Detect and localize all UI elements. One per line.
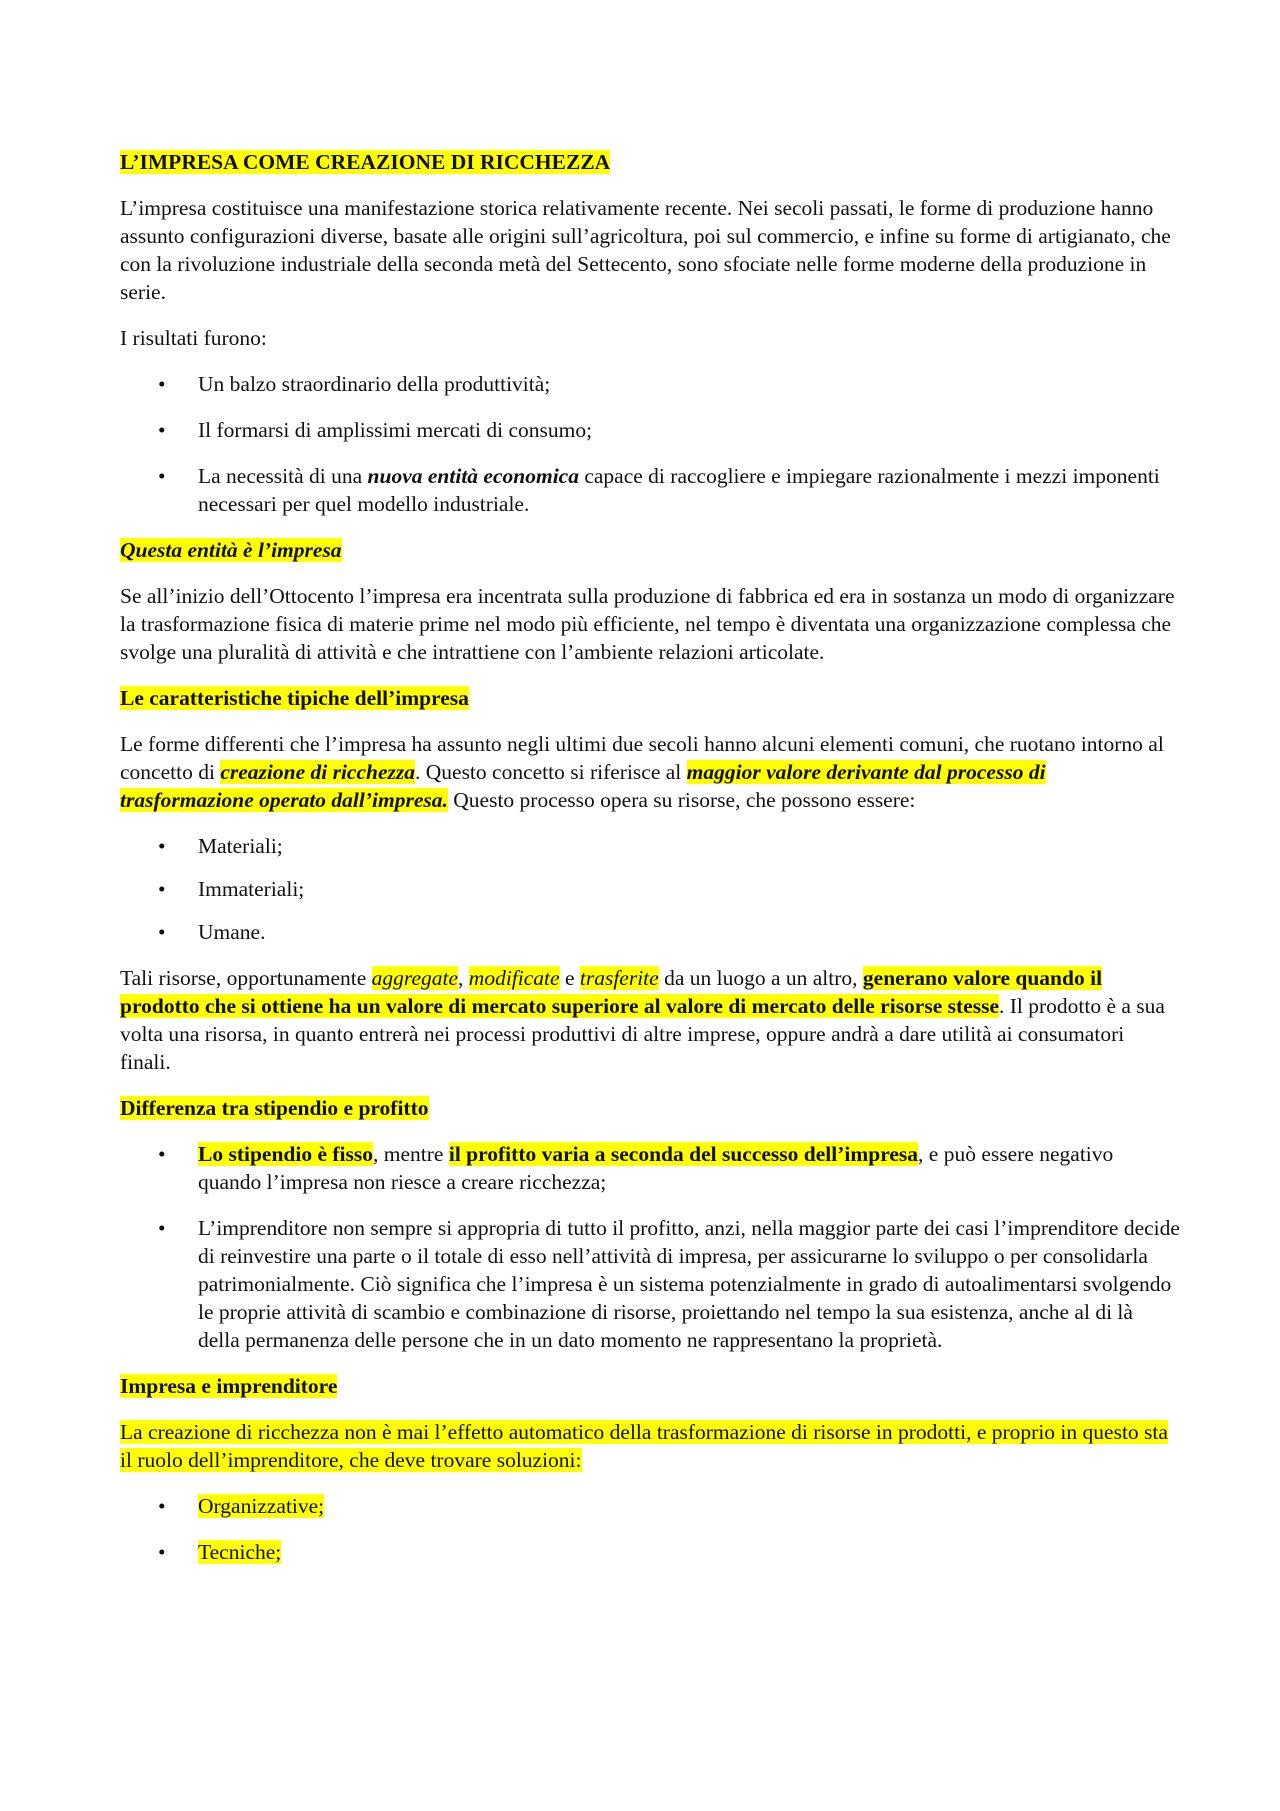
- page-content: [120, 148, 1180, 1584]
- bullet-icon: •: [158, 920, 166, 944]
- list-item: • La necessità di una nuova entità economica capace di raccogliere e impiegare razionalmente i mezzi imponenti necessari per quel modello industriale.: [158, 464, 1160, 516]
- list-item: • Tecniche;: [158, 1540, 282, 1564]
- list-item: • Lo stipendio è fisso, mentre il profitto varia a seconda del successo dell’impresa, e può essere negativo quando l’impresa non riesce a creare ricchezza;: [158, 1142, 1114, 1194]
- list-risultati: [120, 370, 1180, 518]
- bullet-icon: •: [158, 1142, 166, 1166]
- bullet-icon: •: [158, 464, 166, 488]
- paragraph-intro: L’impresa costituisce una manifestazione storica relativamente recente. Nei secoli passati, le forme di produzione hanno assunto configurazioni diverse, basate alle origini sull’agricoltura, poi sul commercio, e infine su forme di artigianato, che con la rivoluzione industriale della seconda metà del Settecento, sono sfociate nelle forme moderne della produzione in serie.: [120, 196, 1171, 304]
- bullet-icon: •: [158, 372, 166, 396]
- heading-questa-entita: Questa entità è l’impresa: [120, 538, 342, 562]
- paragraph-ottocento: Se all’inizio dell’Ottocento l’impresa era incentrata sulla produzione di fabbrica ed era in sostanza un modo di organizzare la trasformazione fisica di materie prime nel modo più efficiente, nel tempo è diventata una organizzazione complessa che svolge una pluralità di attività e che intrattiene con l’ambiente relazioni articolate.: [120, 584, 1175, 664]
- list-item: • L’imprenditore non sempre si appropria di tutto il profitto, anzi, nella maggior parte dei casi l’imprenditore decide di reinvestire una parte o il totale di esso nell’attività di impresa, per assicurarne lo sviluppo o per consolidarla patrimonialmente. Ciò significa che l’impresa è un sistema potenzialmente in grado di autoalimentarsi svolgendo le proprie attività di scambio e combinazione di risorse, proiettando nel tempo la sua esistenza, anche al di là della permanenza delle persone che in un dato momento ne rappresentano la proprietà.: [158, 1216, 1180, 1352]
- heading-impresa-imprenditore: Impresa e imprenditore: [120, 1374, 338, 1398]
- paragraph-forme-differenti: Le forme differenti che l’impresa ha assunto negli ultimi due secoli hanno alcuni elementi comuni, che ruotano intorno al concetto di creazione di ricchezza. Questo concetto si riferisce al maggior valore derivante dal processo di trasformazione operato dall’impresa. Questo processo opera su risorse, che possono essere:: [120, 732, 1164, 812]
- heading-caratteristiche: Le caratteristiche tipiche dell’impresa: [120, 686, 469, 710]
- paragraph-creazione-ricchezza: La creazione di ricchezza non è mai l’effetto automatico della trasformazione di risorse in prodotti, e proprio in questo sta il ruolo dell’imprenditore, che deve trovare soluzioni:: [120, 1420, 1168, 1472]
- list-item: • Organizzative;: [158, 1494, 325, 1518]
- list-stipendio-profitto: [120, 1140, 1180, 1354]
- list-risorse: [120, 832, 1180, 946]
- paragraph-tali-risorse: Tali risorse, opportunamente aggregate, modificate e trasferite da un luogo a un altro, generano valore quando il prodotto che si ottiene ha un valore di mercato superiore al valore di mercato delle risorse stesse. Il prodotto è a sua volta una risorsa, in quanto entrerà nei processi produttivi di altre imprese, oppure andrà a dare utilità ai consumatori finali.: [120, 966, 1165, 1074]
- bullet-icon: •: [158, 1540, 166, 1564]
- heading-stipendio-profitto: Differenza tra stipendio e profitto: [120, 1096, 429, 1120]
- bullet-icon: •: [158, 1216, 166, 1240]
- paragraph-risultati: I risultati furono:: [120, 326, 267, 350]
- bullet-icon: •: [158, 834, 166, 858]
- heading-impresa-creazione-ricchezza: L’IMPRESA COME CREAZIONE DI RICCHEZZA: [120, 150, 611, 174]
- list-soluzioni: [120, 1492, 1180, 1566]
- list-item: • Il formarsi di amplissimi mercati di consumo;: [158, 418, 593, 442]
- list-item: • Un balzo straordinario della produttività;: [158, 372, 551, 396]
- list-item: • Immateriali;: [158, 877, 305, 901]
- bullet-icon: •: [158, 418, 166, 442]
- list-item: • Umane.: [158, 920, 266, 944]
- list-item: • Materiali;: [158, 834, 283, 858]
- bullet-icon: •: [158, 877, 166, 901]
- bullet-icon: •: [158, 1494, 166, 1518]
